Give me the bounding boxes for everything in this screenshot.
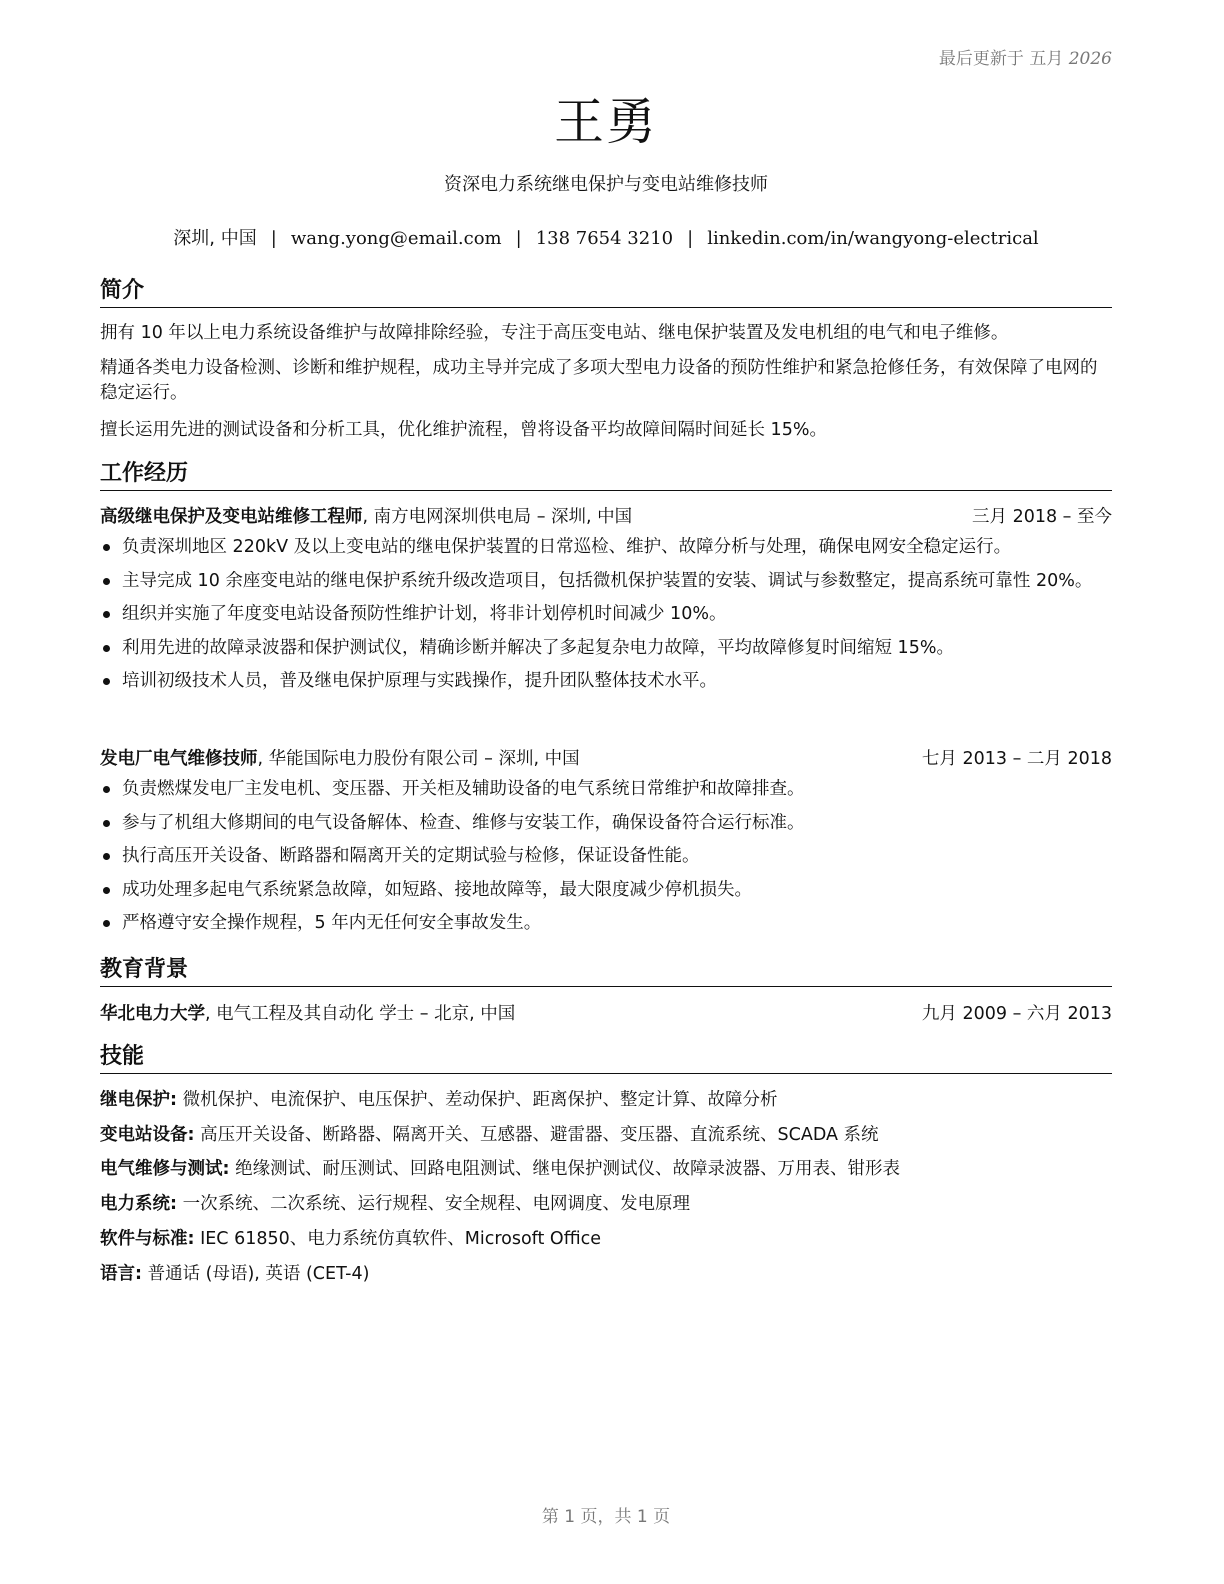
bullet-icon — [103, 678, 110, 685]
job-organization: , 南方电网深圳供电局 – 深圳, 中国 — [362, 507, 633, 527]
list-item — [100, 878, 1112, 903]
skill-row — [100, 1192, 1112, 1217]
bullet-icon — [103, 920, 110, 927]
bullet-icon — [103, 645, 110, 652]
candidate-headline: 资深电力系统继电保护与变电站维修技师 — [444, 174, 768, 195]
list-item — [100, 911, 1112, 936]
bullet-text: 培训初级技术人员，普及继电保护原理与实践操作，提升团队整体技术水平。 — [122, 671, 717, 691]
skill-label: 语言: — [100, 1264, 142, 1284]
bullet-text: 参与了机组大修期间的电气设备解体、检查、维修与安装工作，确保设备符合运行标准。 — [122, 812, 805, 833]
education-dates: 九月 2009 – 六月 2013 — [921, 1004, 1112, 1024]
job-title: 发电厂电气维修技师 — [100, 749, 258, 769]
list-item — [100, 636, 1112, 661]
contact-location: 深圳, 中国 — [173, 228, 257, 249]
skill-label: 继电保护: — [100, 1090, 177, 1110]
job-header — [100, 504, 1112, 530]
job-header — [100, 746, 1112, 772]
skill-row — [100, 1088, 1112, 1113]
contact-separator: | — [515, 228, 522, 249]
skill-row — [100, 1157, 1112, 1182]
contact-email-link[interactable]: wang.yong@email.com — [290, 228, 502, 249]
skill-value: 高压开关设备、断路器、隔离开关、互感器、避雷器、变压器、直流系统、SCADA 系统 — [194, 1125, 879, 1145]
section-title-education: 教育背景 — [100, 956, 1112, 987]
bullet-text: 利用先进的故障录波器和保护测试仪，精确诊断并解决了多起复杂电力故障，平均故障修复时间缩短 15%。 — [122, 637, 954, 658]
job-title: 高级继电保护及变电站维修工程师 — [100, 507, 363, 527]
contact-separator: | — [270, 228, 277, 249]
skill-label: 电力系统: — [100, 1194, 177, 1214]
list-item — [100, 844, 1112, 869]
job-organization: , 华能国际电力股份有限公司 – 深圳, 中国 — [257, 749, 580, 769]
job-dates: 三月 2018 – 至今 — [972, 507, 1112, 527]
skill-row — [100, 1262, 1112, 1287]
summary-paragraph: 拥有 10 年以上电力系统设备维护与故障排除经验，专注于高压变电站、继电保护装置及发电机组的电气和电子维修。 — [100, 323, 1009, 343]
list-item — [100, 569, 1112, 594]
list-item — [100, 777, 1112, 802]
skill-value: 一次系统、二次系统、运行规程、安全规程、电网调度、发电原理 — [177, 1194, 691, 1214]
list-item — [100, 602, 1112, 627]
skill-value: 微机保护、电流保护、电压保护、差动保护、距离保护、整定计算、故障分析 — [177, 1090, 778, 1110]
contact-linkedin-link[interactable]: linkedin.com/in/wangyong-electrical — [707, 228, 1039, 249]
education-entry — [100, 1001, 1112, 1027]
list-item — [100, 669, 1112, 694]
list-item — [100, 535, 1112, 560]
skill-row — [100, 1227, 1112, 1252]
job-bullet-list — [100, 777, 1112, 945]
contact-phone: 138 7654 3210 — [535, 228, 674, 249]
list-item — [100, 811, 1112, 836]
section-title-summary: 简介 — [100, 277, 1112, 308]
bullet-icon — [103, 853, 110, 860]
bullet-icon — [103, 544, 110, 551]
bullet-icon — [103, 820, 110, 827]
skill-row — [100, 1123, 1112, 1148]
bullet-text: 严格遵守安全操作规程，5 年内无任何安全事故发生。 — [122, 913, 542, 933]
summary-paragraph: 擅长运用先进的测试设备和分析工具，优化维护流程，曾将设备平均故障间隔时间延长 15%。 — [100, 420, 827, 440]
last-updated-prefix: 最后更新于 五月 — [938, 49, 1064, 69]
education-detail: , 电气工程及其自动化 学士 – 北京, 中国 — [205, 1004, 516, 1024]
skill-value: 普通话 (母语), 英语 (CET-4) — [142, 1264, 370, 1284]
summary-paragraph: 精通各类电力设备检测、诊断和维护规程，成功主导并完成了多项大型电力设备的预防性维护和紧急抢修任务，有效保障了电网的稳定运行。 — [100, 358, 1098, 403]
section-title-skills: 技能 — [100, 1043, 1112, 1074]
skill-value: 绝缘测试、耐压测试、回路电阻测试、继电保护测试仪、故障录波器、万用表、钳形表 — [229, 1159, 901, 1179]
bullet-text: 组织并实施了年度变电站设备预防性维护计划，将非计划停机时间减少 10%。 — [122, 604, 727, 624]
job-dates: 七月 2013 – 二月 2018 — [921, 749, 1112, 769]
candidate-name: 王勇 — [554, 93, 658, 151]
contact-line — [100, 224, 1112, 250]
skill-value: IEC 61850、电力系统仿真软件、Microsoft Office — [194, 1229, 602, 1249]
job-bullet-list — [100, 535, 1112, 703]
skill-label: 电气维修与测试: — [100, 1159, 230, 1179]
bullet-icon — [103, 611, 110, 618]
bullet-text: 执行高压开关设备、断路器和隔离开关的定期试验与检修，保证设备性能。 — [122, 846, 700, 866]
bullet-text: 主导完成 10 余座变电站的继电保护系统升级改造项目，包括微机保护装置的安装、调试与参数整定，提高系统可靠性 20%。 — [122, 570, 1093, 591]
bullet-text: 负责燃煤发电厂主发电机、变压器、开关柜及辅助设备的电气系统日常维护和故障排查。 — [122, 779, 805, 799]
last-updated — [939, 44, 1112, 69]
contact-separator: | — [687, 228, 694, 249]
resume-page — [100, 0, 1112, 1584]
bullet-icon — [103, 887, 110, 894]
section-title-experience: 工作经历 — [100, 460, 1112, 491]
page-number: 第 1 页，共 1 页 — [541, 1507, 671, 1527]
bullet-text: 成功处理多起电气系统紧急故障，如短路、接地故障等，最大限度减少停机损失。 — [122, 879, 752, 900]
skill-label: 软件与标准: — [100, 1229, 195, 1249]
skill-label: 变电站设备: — [100, 1125, 195, 1145]
last-updated-year: 2026 — [1068, 49, 1112, 69]
bullet-icon — [103, 578, 110, 585]
bullet-text: 负责深圳地区 220kV 及以上变电站的继电保护装置的日常巡检、维护、故障分析与处理，确保电网安全稳定运行。 — [122, 537, 1012, 557]
school-name: 华北电力大学 — [100, 1004, 205, 1024]
bullet-icon — [103, 786, 110, 793]
